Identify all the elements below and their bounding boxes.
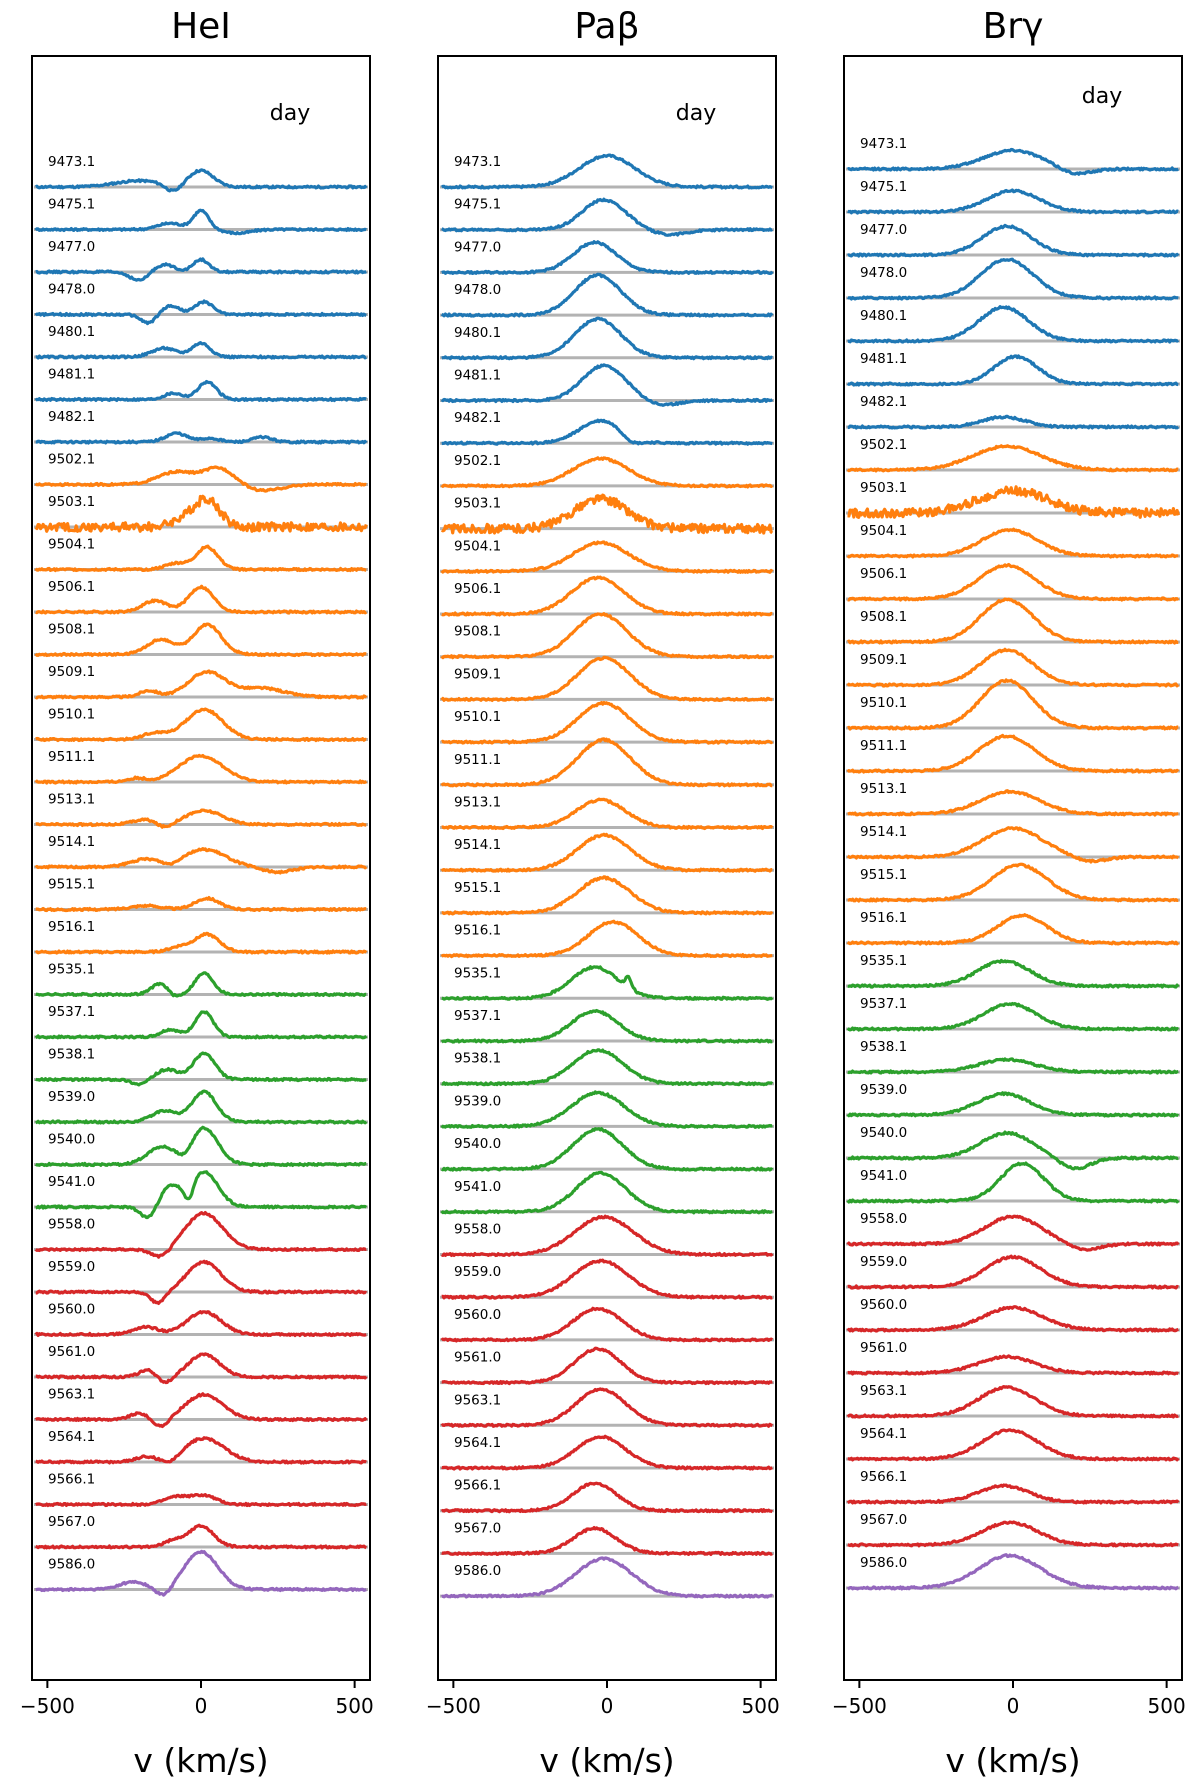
x-tick-label: −500	[831, 1694, 887, 1718]
day-label: 9560.0	[454, 1306, 502, 1323]
panel-title: Brγ	[982, 6, 1044, 47]
day-label: 9510.1	[454, 709, 502, 726]
x-tick-label: 0	[600, 1694, 614, 1718]
day-label: 9503.1	[860, 480, 908, 496]
day-label: 9516.1	[454, 922, 502, 939]
day-label: 9561.0	[48, 1344, 96, 1360]
day-label: 9473.1	[860, 136, 908, 152]
day-label: 9506.1	[860, 566, 908, 582]
day-label: 9563.1	[454, 1392, 502, 1409]
x-axis-label: v (km/s)	[133, 1741, 269, 1780]
day-label: 9504.1	[48, 536, 96, 553]
day-label: 9480.1	[454, 324, 502, 341]
x-tick-label: 500	[741, 1694, 780, 1718]
panel-1	[20, 6, 374, 1780]
day-label: 9475.1	[860, 179, 908, 195]
day-label: 9502.1	[454, 452, 502, 469]
day-label: 9541.0	[48, 1174, 96, 1190]
legend-title: day	[1081, 84, 1123, 109]
x-tick-label: 500	[1147, 1694, 1186, 1718]
x-tick-label: 0	[1006, 1694, 1020, 1718]
day-label: 9478.0	[454, 282, 502, 299]
day-label: 9535.1	[454, 965, 502, 982]
day-label: 9564.1	[454, 1435, 502, 1451]
panel-title: Paβ	[574, 6, 640, 47]
spectrum-9502.1	[36, 467, 367, 491]
day-label: 9586.0	[860, 1555, 908, 1571]
day-label: 9515.1	[860, 867, 908, 883]
day-label: 9475.1	[454, 196, 502, 213]
day-label: 9586.0	[454, 1563, 502, 1580]
day-label: 9538.1	[454, 1050, 502, 1067]
day-label: 9564.1	[860, 1426, 908, 1442]
day-label: 9537.1	[454, 1008, 502, 1024]
day-label: 9566.1	[48, 1471, 96, 1488]
day-label: 9473.1	[48, 154, 96, 170]
day-label: 9559.0	[48, 1259, 96, 1275]
day-label: 9560.0	[48, 1301, 96, 1318]
day-label: 9566.1	[454, 1477, 502, 1494]
day-label: 9511.1	[860, 738, 908, 754]
day-label: 9541.0	[454, 1178, 502, 1195]
day-label: 9539.0	[48, 1089, 96, 1105]
day-label: 9514.1	[48, 834, 96, 850]
day-label: 9566.1	[860, 1469, 908, 1485]
day-label: 9561.0	[860, 1340, 908, 1356]
day-label: 9508.1	[454, 623, 502, 640]
day-label: 9516.1	[48, 919, 96, 935]
day-label: 9513.1	[860, 781, 908, 797]
day-label: 9481.1	[454, 367, 502, 384]
day-label: 9558.0	[860, 1211, 908, 1227]
legend-title: day	[675, 101, 717, 126]
day-label: 9514.1	[860, 824, 908, 840]
day-label: 9506.1	[454, 581, 502, 597]
day-label: 9509.1	[454, 666, 502, 683]
day-label: 9504.1	[860, 523, 908, 539]
day-label: 9478.0	[860, 265, 908, 281]
day-label: 9504.1	[454, 538, 502, 555]
day-label: 9563.1	[860, 1383, 908, 1399]
day-label: 9482.1	[454, 410, 502, 427]
day-label: 9477.0	[48, 239, 96, 255]
x-tick-label: −500	[19, 1694, 75, 1718]
day-label: 9559.0	[860, 1254, 908, 1270]
day-label: 9516.1	[860, 910, 908, 926]
spectrum-9473.1	[848, 150, 1179, 175]
day-label: 9513.1	[48, 791, 96, 808]
day-label: 9560.0	[860, 1297, 908, 1313]
day-label: 9540.0	[48, 1131, 96, 1148]
day-label: 9510.1	[860, 695, 908, 711]
day-label: 9559.0	[454, 1264, 502, 1281]
day-label: 9558.0	[454, 1221, 502, 1238]
panel-title: HeI	[171, 6, 231, 47]
day-label: 9508.1	[48, 621, 96, 638]
spectrum-9516.1	[36, 933, 367, 953]
day-label: 9503.1	[48, 494, 96, 510]
day-label: 9540.0	[454, 1136, 502, 1153]
day-label: 9503.1	[454, 495, 502, 512]
panel-2	[426, 6, 780, 1780]
day-label: 9482.1	[48, 409, 96, 425]
day-label: 9539.0	[860, 1082, 908, 1098]
panel-3	[832, 6, 1186, 1780]
day-label: 9535.1	[48, 961, 96, 978]
day-label: 9539.0	[454, 1093, 502, 1110]
day-label: 9480.1	[860, 308, 908, 324]
day-label: 9515.1	[454, 879, 502, 896]
spectrum-9477.0	[36, 259, 367, 280]
day-label: 9477.0	[860, 222, 908, 238]
spectrum-9478.0	[36, 301, 367, 324]
day-label: 9567.0	[48, 1514, 96, 1530]
spectrum-9566.1	[848, 1485, 1179, 1503]
x-tick-label: 0	[194, 1694, 208, 1718]
day-label: 9567.0	[860, 1512, 908, 1528]
day-label: 9502.1	[860, 437, 908, 453]
day-label: 9538.1	[860, 1039, 908, 1055]
day-label: 9511.1	[454, 751, 502, 768]
day-label: 9515.1	[48, 876, 96, 893]
x-tick-label: −500	[425, 1694, 481, 1718]
x-axis-label: v (km/s)	[539, 1741, 675, 1780]
day-label: 9564.1	[48, 1429, 96, 1445]
day-label: 9537.1	[48, 1004, 96, 1020]
day-label: 9561.0	[454, 1349, 502, 1366]
day-label: 9508.1	[860, 609, 908, 625]
spectrum-9514.1	[36, 849, 367, 873]
spectrum-9561.0	[848, 1356, 1179, 1374]
day-label: 9538.1	[48, 1046, 96, 1063]
x-axis-label: v (km/s)	[945, 1741, 1081, 1780]
day-label: 9535.1	[860, 953, 908, 969]
day-label: 9477.0	[454, 239, 502, 256]
day-label: 9563.1	[48, 1386, 96, 1403]
day-label: 9586.0	[48, 1556, 96, 1573]
day-label: 9567.0	[454, 1520, 502, 1537]
day-label: 9509.1	[860, 652, 908, 668]
day-label: 9540.0	[860, 1125, 908, 1141]
day-label: 9514.1	[454, 837, 502, 854]
day-label: 9480.1	[48, 324, 96, 340]
legend-title: day	[269, 101, 311, 126]
day-label: 9481.1	[860, 351, 908, 367]
day-label: 9510.1	[48, 706, 96, 723]
day-label: 9478.0	[48, 281, 96, 298]
x-tick-label: 500	[335, 1694, 374, 1718]
day-label: 9502.1	[48, 451, 96, 468]
day-label: 9481.1	[48, 366, 96, 383]
day-label: 9509.1	[48, 664, 96, 680]
day-label: 9473.1	[454, 154, 502, 170]
day-label: 9558.0	[48, 1216, 96, 1233]
day-label: 9475.1	[48, 196, 96, 213]
day-label: 9511.1	[48, 749, 96, 765]
day-label: 9482.1	[860, 394, 908, 410]
day-label: 9541.0	[860, 1168, 908, 1184]
day-label: 9506.1	[48, 579, 96, 595]
day-label: 9513.1	[454, 794, 502, 811]
day-label: 9537.1	[860, 996, 908, 1012]
spectrum-9481.1	[36, 382, 367, 401]
